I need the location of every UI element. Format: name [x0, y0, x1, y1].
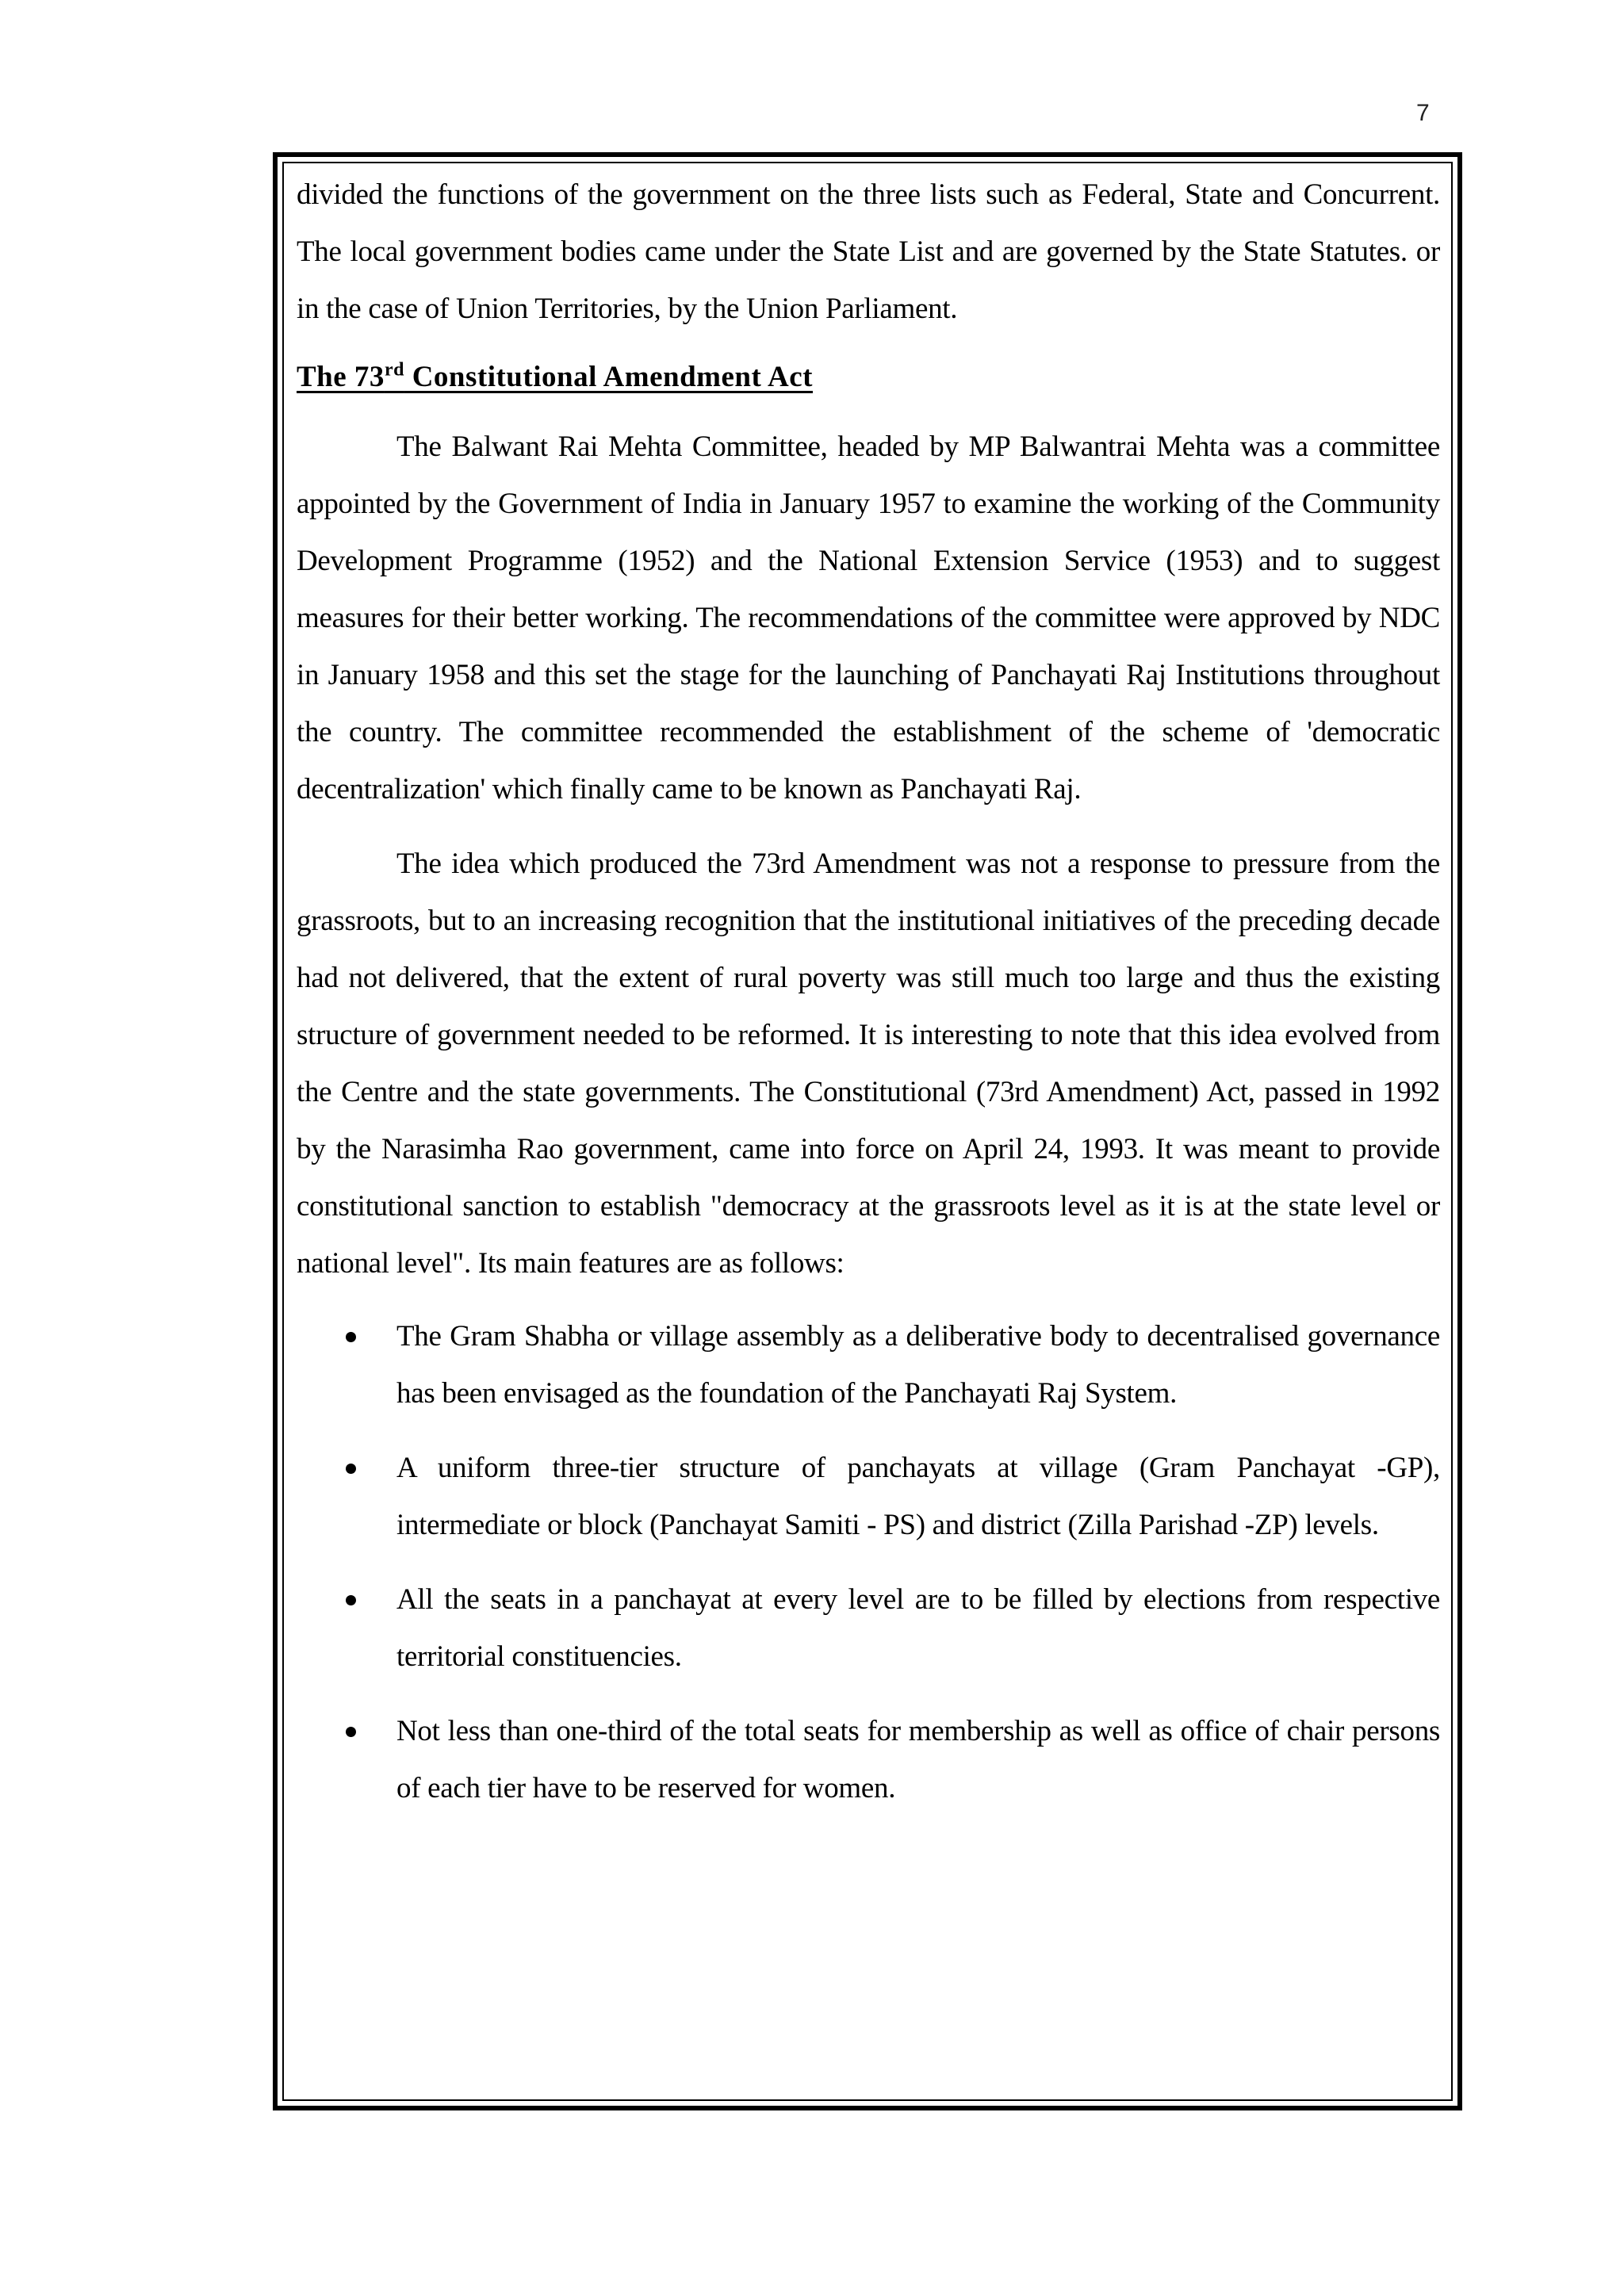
list-item-text: A uniform three-tier structure of panchayats at village (Gram Panchayat -GP), intermediate or block (Panchayat Samiti - PS) and district (Zilla Parishad -ZP) levels. — [396, 1452, 1440, 1541]
intro-paragraph: divided the functions of the government on the three lists such as Federal, State and Concurrent. The local government bodies came under the State List and are governed by the State Statutes. or in the case of Union Territories, by the Union Parliament. — [297, 178, 1440, 325]
list-item-text: The Gram Shabha or village assembly as a deliberative body to decentralised governance has been envisaged as the foundation of the Panchayati Raj System. — [396, 1320, 1440, 1410]
paragraph-73rd-amendment: The idea which produced the 73rd Amendment was not a response to pressure from the grassroots, but to an increasing recognition that the institutional initiatives of the preceding decade had not delivered, that the extent of rural poverty was still much too large and thus the existing structure of government needed to be reformed. It is interesting to note that this idea evolved from the Centre and the state governments. The Constitutional (73rd Amendment) Act, passed in 1992 by the Narasimha Rao government, came into force on April 24, 1993. It was meant to provide constitutional sanction to establish "democracy at the grassroots level as it is at the state level or national level". Its main features are as follows: — [297, 848, 1440, 1280]
list-item — [297, 1440, 1440, 1554]
bullet-icon — [346, 1332, 356, 1342]
list-item-text: Not less than one-third of the total seats for membership as well as office of chair persons of each tier have to be reserved for women. — [396, 1715, 1440, 1804]
list-item — [297, 1308, 1440, 1422]
list-item — [297, 1703, 1440, 1817]
paragraph-balwant-rai-mehta: The Balwant Rai Mehta Committee, headed by MP Balwantrai Mehta was a committee appointed by the Government of India in January 1957 to examine the working of the Community Development Programme (1952) and the National Extension Service (1953) and to suggest measures for their better working. The recommendations of the committee were approved by NDC in January 1958 and this set the stage for the launching of Panchayati Raj Institutions throughout the country. The committee recommended the establishment of the scheme of 'democratic decentralization' which finally came to be known as Panchayati Raj. — [297, 430, 1440, 806]
section-heading — [297, 354, 1440, 401]
document-border-frame — [273, 152, 1462, 2110]
bullet-icon — [346, 1464, 356, 1474]
heading-prefix: The 73 — [297, 361, 385, 393]
bullet-icon — [346, 1595, 356, 1605]
heading-superscript: rd — [384, 359, 404, 381]
page-number: 7 — [1416, 100, 1430, 126]
features-list — [297, 1308, 1440, 1817]
bullet-icon — [346, 1727, 356, 1737]
list-item — [297, 1571, 1440, 1686]
heading-suffix: Constitutional Amendment Act — [404, 361, 813, 393]
document-body — [297, 166, 1440, 1835]
list-item-text: All the seats in a panchayat at every level are to be filled by elections from respective territorial constituencies. — [396, 1583, 1440, 1673]
